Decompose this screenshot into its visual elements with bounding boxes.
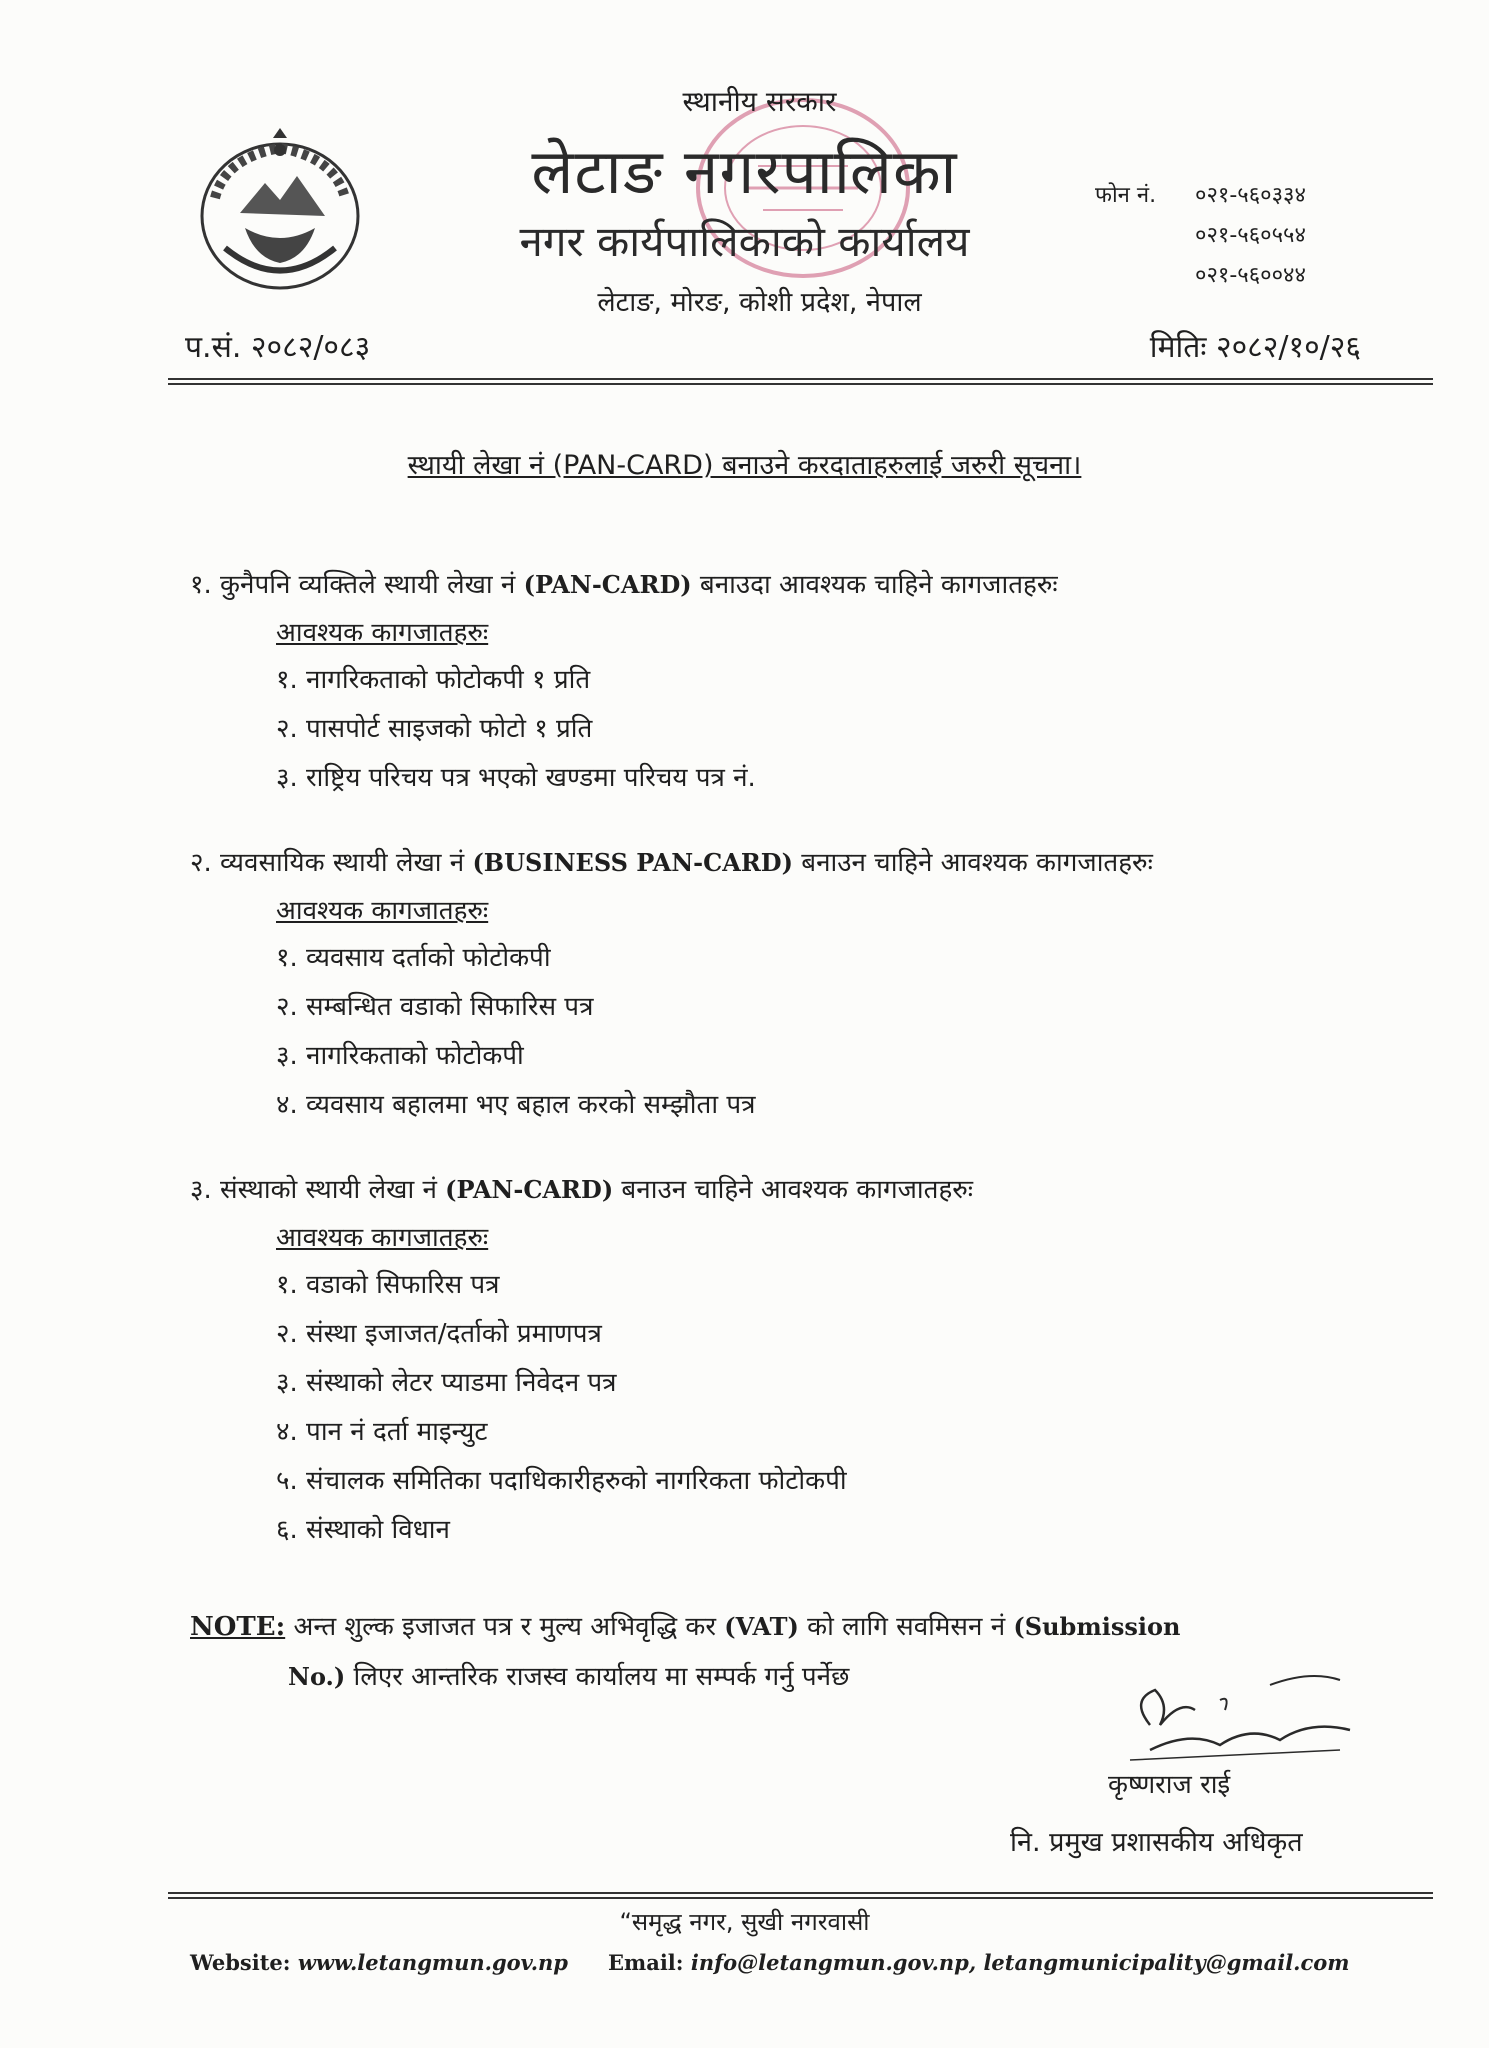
- section-subheading: आवश्यक कागजातहरुः: [276, 1223, 489, 1253]
- email-link[interactable]: info@letangmun.gov.np, letangmunicipality@gmail.com: [690, 1950, 1350, 1975]
- section-individual-pan: [190, 560, 1390, 803]
- note-bold: (Submission: [1013, 1612, 1181, 1641]
- phone-number: ०२१-५६००४४: [1195, 263, 1306, 288]
- handwritten-signature: [1110, 1670, 1370, 1770]
- note-label: NOTE:: [190, 1612, 286, 1642]
- signatory-designation: नि. प्रमुख प्रशासकीय अधिकृत: [1010, 1827, 1303, 1858]
- header-divider: [168, 383, 1433, 385]
- signatory-name: कृष्णराज राई: [1108, 1770, 1231, 1800]
- note-text: को लागि सवमिसन नं: [798, 1612, 1014, 1642]
- email-line: [608, 1950, 1350, 1975]
- list-item: ४. व्यवसाय बहालमा भए बहाल करको सम्झौता पत्र: [276, 1090, 756, 1120]
- notice-title: स्थायी लेखा नं (PAN-CARD) बनाउने करदाताहरुलाई जरुरी सूचना।: [407, 450, 1082, 481]
- heading-bold: (BUSINESS PAN-CARD): [472, 848, 793, 877]
- note-bold: No.): [288, 1662, 346, 1691]
- phone-number: ०२१-५६०३३४: [1195, 183, 1306, 208]
- heading-text: बनाउन चाहिने आवश्यक कागजातहरुः: [792, 848, 1153, 878]
- office-address: लेटाङ, मोरङ, कोशी प्रदेश, नेपाल: [597, 287, 922, 318]
- note-bold: (VAT): [724, 1612, 799, 1641]
- phone-number: ०२१-५६०५५४: [1195, 223, 1306, 248]
- reference-number: प.सं. २०८२/०८३: [185, 330, 371, 365]
- list-item: २. सम्बन्धित वडाको सिफारिस पत्र: [276, 992, 594, 1022]
- note-text: अन्त शुल्क इजाजत पत्र र मुल्य अभिवृद्धि कर: [285, 1612, 725, 1642]
- list-item: ३. नागरिकताको फोटोकपी: [276, 1041, 524, 1071]
- letter-date: मितिः २०८२/१०/२६: [1149, 330, 1361, 365]
- list-item: ३. संस्थाको लेटर प्याडमा निवेदन पत्र: [276, 1368, 617, 1398]
- section-business-pan: [190, 838, 1390, 1130]
- list-item: १. नागरिकताको फोटोकपी १ प्रति: [276, 665, 591, 695]
- list-item: २. संस्था इजाजत/दर्ताको प्रमाणपत्र: [276, 1319, 602, 1349]
- list-item: ६. संस्थाको विधान: [276, 1515, 450, 1545]
- footer-slogan: “समृद्ध नगर, सुखी नगरवासी: [619, 1908, 870, 1936]
- list-item: २. पासपोर्ट साइजको फोटो १ प्रति: [276, 714, 593, 744]
- office-name: नगर कार्यपालिकाको कार्यालय: [519, 217, 970, 266]
- heading-text: २. व्यवसायिक स्थायी लेखा नं: [190, 848, 473, 878]
- header-divider: [168, 378, 1433, 380]
- header-subtitle: स्थानीय सरकार: [682, 85, 837, 118]
- section-heading: [190, 838, 1390, 888]
- website-link[interactable]: www.letangmun.gov.np: [297, 1950, 568, 1975]
- list-item: १. व्यवसाय दर्ताको फोटोकपी: [276, 943, 551, 973]
- list-item: १. वडाको सिफारिस पत्र: [276, 1270, 500, 1300]
- phone-block: [1095, 176, 1306, 296]
- footer-divider: [168, 1897, 1433, 1899]
- heading-text: बनाउन चाहिने आवश्यक कागजातहरुः: [613, 1175, 974, 1205]
- municipality-title: लेटाङ नगरपालिका: [531, 135, 958, 208]
- footer-contact: [190, 1950, 1350, 1975]
- phone-label: फोन नं.: [1095, 183, 1157, 208]
- section-organization-pan: [190, 1165, 1390, 1555]
- list-item: ३. राष्ट्रिय परिचय पत्र भएको खण्डमा परिचय पत्र नं.: [276, 763, 756, 793]
- heading-bold: (PAN-CARD): [445, 1175, 614, 1204]
- section-heading: [190, 1165, 1390, 1215]
- list-item: ५. संचालक समितिका पदाधिकारीहरुको नागरिकता फोटोकपी: [276, 1466, 847, 1496]
- heading-text: १. कुनैपनि व्यक्तिले स्थायी लेखा नं: [190, 570, 524, 600]
- list-item: ४. पान नं दर्ता माइन्युट: [276, 1417, 488, 1447]
- note-text: लिएर आन्तरिक राजस्व कार्यालय मा सम्पर्क गर्नु पर्नेछ: [345, 1662, 850, 1692]
- website-label: Website:: [190, 1950, 291, 1975]
- section-subheading: आवश्यक कागजातहरुः: [276, 618, 489, 648]
- email-label: Email:: [607, 1950, 684, 1975]
- website-line: [190, 1950, 568, 1975]
- heading-bold: (PAN-CARD): [523, 570, 692, 599]
- heading-text: बनाउदा आवश्यक चाहिने कागजातहरुः: [691, 570, 1058, 600]
- heading-text: ३. संस्थाको स्थायी लेखा नं: [190, 1175, 446, 1205]
- footer-divider: [168, 1892, 1433, 1894]
- note-line: [190, 1602, 1350, 1652]
- section-heading: [190, 560, 1390, 610]
- section-subheading: आवश्यक कागजातहरुः: [276, 896, 489, 926]
